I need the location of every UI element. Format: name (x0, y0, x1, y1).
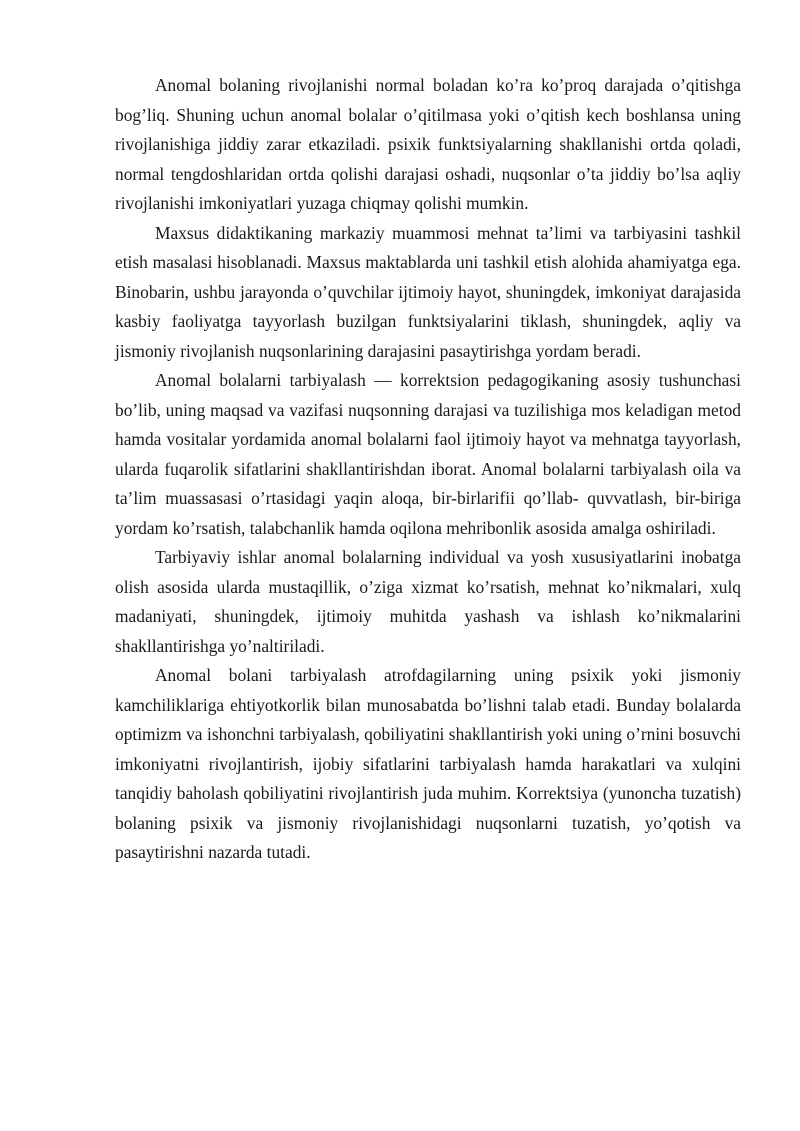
paragraph-3: Anomal bolalarni tarbiyalash — korrektsion pedagogikaning asosiy tushunchasi bo’lib, uning maqsad va vazifasi nuqsonning darajasi va tuzilishiga mos keladigan metod hamda vositalar yordamida anomal bolalarni faol ijtimoiy hayot va mehnatga tayyorlash, ularda fuqarolik sifatlarini shakllantirishdan iborat. Anomal bolalarni tarbiyalash oila va ta’lim muassasasi o’rtasidagi yaqin aloqa, bir-birlarifii qo’llab- quvvatlash, bir-biriga yordam ko’rsatish, talabchanlik hamda oqilona mehribonlik asosida amalga oshiriladi. (115, 370, 741, 538)
paragraph-1: Anomal bolaning rivojlanishi normal boladan ko’ra ko’proq darajada o’qitishga bog’liq. Shuning uchun anomal bolalar o’qitilmasa yoki o’qitish kech boshlansa uning rivojlanishiga jiddiy zarar etkaziladi. psixik funktsiyalarning shakllanishi ortda qoladi, normal tengdoshlaridan ortda qolishi darajasi oshadi, nuqsonlar o’ta jiddiy bo’lsa aqliy rivojlanishi imkoniyatlari yuzaga chiqmay qolishi mumkin. (115, 75, 741, 213)
paragraph-5: Anomal bolani tarbiyalash atrofdagilarning uning psixik yoki jismoniy kamchiliklariga ehtiyotkorlik bilan munosabatda bo’lishni talab etadi. Bunday bolalarda optimizm va ishonchni tarbiyalash, qobiliyatini shakllantirish yoki uning o’rnini bosuvchi imkoniyatni rivojlantirish, ijobiy sifatlarini tarbiyalash hamda harakatlari va xulqini tanqidiy baholash qobiliyatini rivojlantirish juda muhim. Korrektsiya (yunoncha tuzatish) bolaning psixik va jismoniy rivojlanishidagi nuqsonlarni tuzatish, yo’qotish va pasaytirishni nazarda tutadi. (115, 665, 741, 862)
paragraph-2: Maxsus didaktikaning markaziy muammosi mehnat ta’limi va tarbiyasini tashkil etish masalasi hisoblanadi. Maxsus maktablarda uni tashkil etish alohida ahamiyatga ega. Binobarin, ushbu jarayonda o’quvchilar ijtimoiy hayot, shuningdek, imkoniyat darajasida kasbiy faoliyatga tayyorlash buzilgan funktsiyalarini tiklash, shuningdek, aqliy va jismoniy rivojlanish nuqsonlarining darajasini pasaytirishga yordam beradi. (115, 222, 741, 361)
paragraph-4: Tarbiyaviy ishlar anomal bolalarning individual va yosh xususiyatlarini inobatga olish asosida ularda mustaqillik, o’ziga xizmat ko’rsatish, mehnat ko’nikmalari, xulq madaniyati, shuningdek, ijtimoiy muhitda yashash va ishlash ko’nikmalarini shakllantirishga yo’naltiriladi. (115, 547, 741, 656)
document-page (115, 71, 741, 868)
